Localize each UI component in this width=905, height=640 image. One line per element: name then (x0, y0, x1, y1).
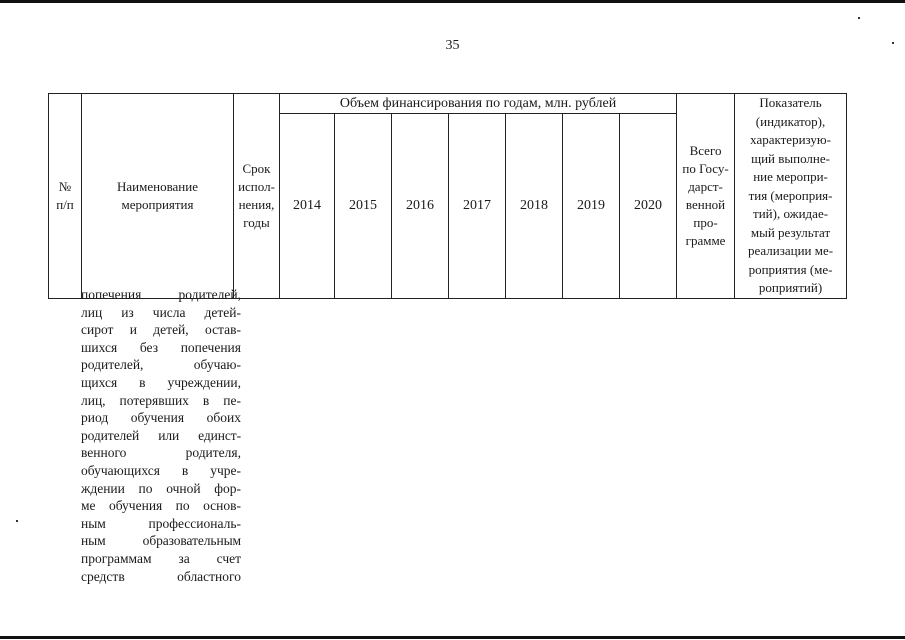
header-line: венной (685, 196, 726, 212)
text-line: лиц, потерявших в пе- (81, 392, 241, 408)
header-year-2019: 2019 (563, 114, 620, 299)
text-line: программам за счет (81, 550, 241, 566)
header-year-2017: 2017 (449, 114, 506, 299)
bottom-scan-border (0, 636, 905, 639)
header-total (677, 94, 735, 299)
header-year-2015: 2015 (335, 114, 392, 299)
header-year-2016: 2016 (392, 114, 449, 299)
text-line: ным образовательным (81, 533, 241, 549)
header-funding-group: Объем финансирования по годам, млн. рублей (280, 94, 677, 114)
header-line: характеризую- (750, 132, 831, 147)
header-line: щий выполне- (751, 150, 830, 166)
header-line: Наименование (117, 178, 198, 194)
text-line: шихся без попечения (81, 339, 241, 355)
header-line: тия (мероприя- (748, 187, 833, 203)
text-line: щихся в учреждении, (81, 374, 241, 390)
header-indicator (735, 94, 847, 299)
scan-speck (16, 520, 18, 522)
header-line: грамме (685, 232, 726, 248)
header-number (49, 94, 82, 299)
text-line: ждении по очной фор- (81, 480, 241, 496)
text-line: родителей, обучаю- (81, 357, 241, 373)
funding-table-header (48, 93, 847, 299)
header-line: годы (243, 214, 270, 230)
text-line: сирот и детей, остав- (81, 322, 241, 338)
header-line: тий), ожидае- (753, 206, 829, 221)
header-line: № (58, 178, 72, 194)
header-name (82, 94, 234, 299)
text-line: ме обучения по основ- (81, 498, 241, 514)
header-line: (индикатор), (755, 113, 826, 129)
header-line: мый результат (750, 224, 831, 240)
header-line: испол- (238, 178, 275, 194)
text-line: родителей или единст- (81, 427, 241, 443)
header-line: дарст- (688, 178, 723, 194)
header-line: нения, (238, 196, 275, 212)
text-line: попечения родителей, (81, 287, 241, 302)
text-line: ным профессиональ- (81, 515, 241, 531)
header-year-2020: 2020 (620, 114, 677, 299)
text-line: обучающихся в учре- (81, 462, 241, 478)
scan-speck (892, 42, 894, 44)
scan-speck (858, 17, 860, 19)
header-line: роприятий) (758, 280, 823, 295)
header-line: Показатель (759, 95, 822, 110)
top-scan-border (0, 0, 905, 3)
page-number: 35 (445, 38, 460, 53)
measure-name-continuation (81, 286, 241, 585)
header-year-2014: 2014 (280, 114, 335, 299)
header-line: реализации ме- (747, 243, 834, 258)
text-line: лиц из числа детей- (81, 304, 241, 320)
header-term (234, 94, 280, 299)
text-line: венного родителя, (81, 445, 241, 461)
header-line: ние меропри- (753, 169, 828, 184)
header-line: мероприятия (121, 196, 194, 212)
header-line: п/п (56, 196, 74, 212)
header-line: по Госу- (682, 160, 729, 176)
text-line: риод обучения обоих (81, 410, 241, 426)
header-line: роприятия (ме- (748, 261, 833, 277)
header-year-2018: 2018 (506, 114, 563, 299)
text-line: средств областного (81, 568, 241, 584)
header-line: Всего (689, 142, 722, 158)
header-line: Срок (242, 160, 271, 176)
header-line: про- (693, 214, 718, 230)
